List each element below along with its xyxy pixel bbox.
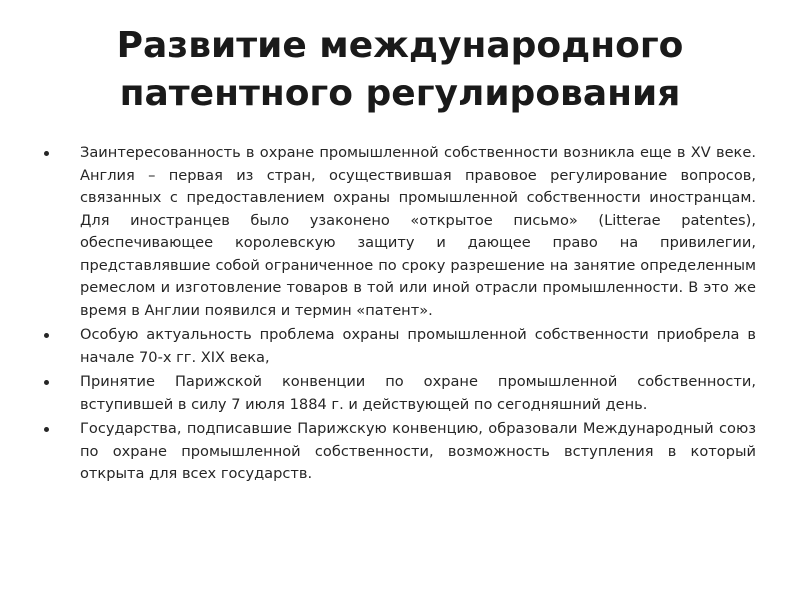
bullet-dot-icon [44,333,49,338]
bullet-item-1 [44,142,756,322]
bullet-text-1: Заинтересованность в охране промышленной собственности возникла еще в XV веке. Англия – первая из стран, осуществившая правовое регулирование вопросов, связанных с предоставлением охраны промышленной собственности иностранцам. Для иностранцев было узаконено «открытое письмо» (Litterae patentes), обеспечивающее королевскую защиту и дающее право на привилегии, представлявшие собой ограниченное по сроку разрешение на занятие определенным ремеслом и изготовление товаров в той или иной отрасли промышленности. В это же время в Англии появился и термин «патент». [80,144,756,319]
bullet-text-3: Принятие Парижской конвенции по охране промышленной собственности, вступившей в силу 7 июля 1884 г. и действующей по сегодняшний день. [80,373,756,413]
bullet-item-4 [44,418,756,486]
slide-title [0,22,800,118]
bullet-item-3 [44,371,756,416]
slide-title-line-1: Развитие международного [116,25,684,66]
slide-title-line-2: патентного регулирования [119,73,681,114]
bullet-text-2: Особую актуальность проблема охраны промышленной собственности приобрела в начале 70-х гг. XIX века, [80,326,756,366]
bullet-list [44,142,756,488]
bullet-dot-icon [44,427,49,432]
bullet-dot-icon [44,151,49,156]
bullet-item-2 [44,324,756,369]
bullet-text-4: Государства, подписавшие Парижскую конвенцию, образовали Международный союз по охране промышленной собственности, возможность вступления в который открыта для всех государств. [80,420,756,482]
bullet-dot-icon [44,380,49,385]
